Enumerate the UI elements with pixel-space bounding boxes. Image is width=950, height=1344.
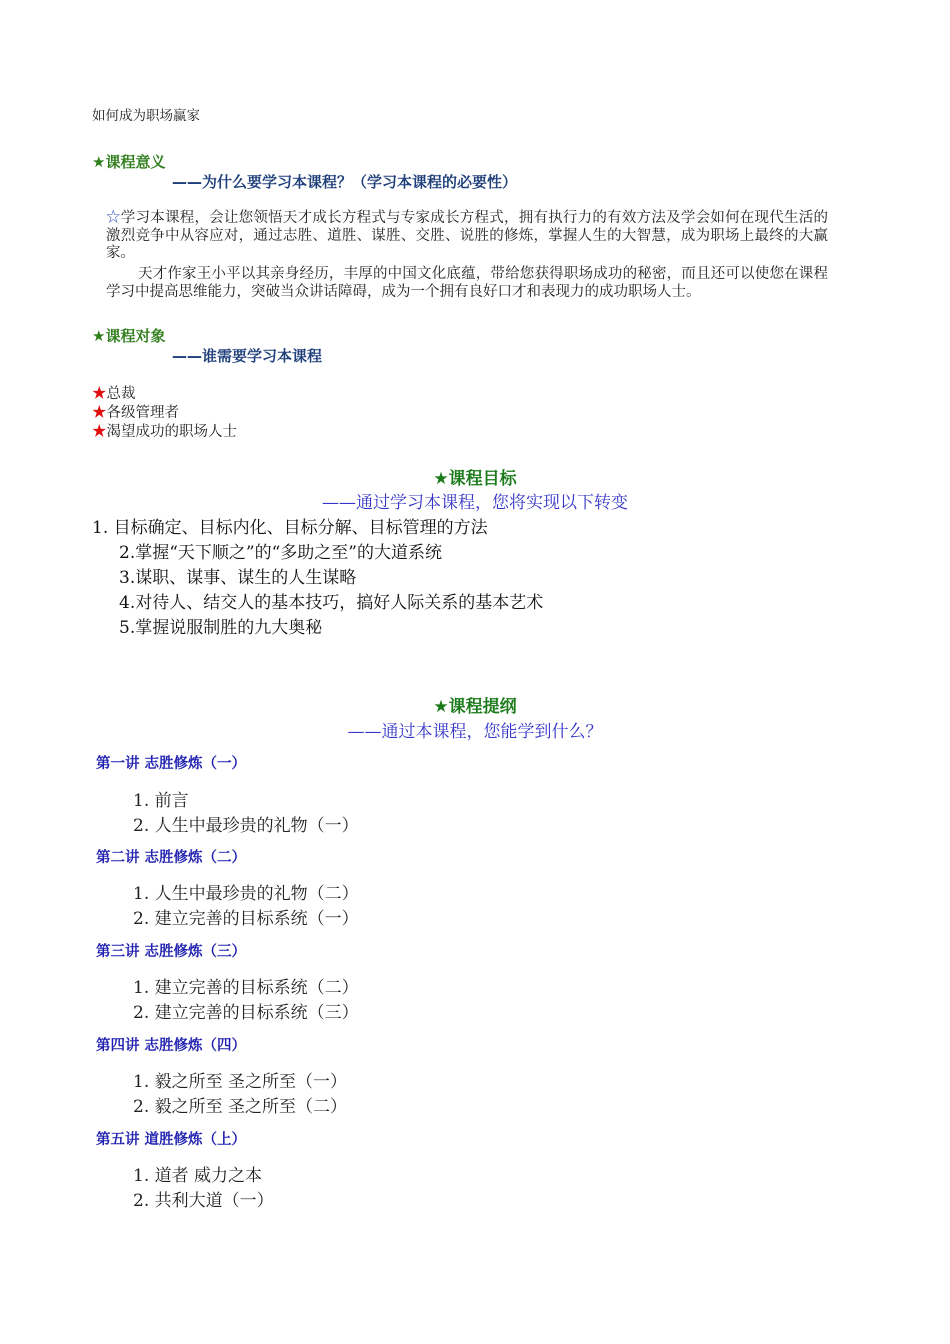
audience-subheading: ——谁需要学习本课程	[172, 347, 323, 365]
audience-item: ★各级管理者	[92, 405, 179, 421]
lecture-item: 1. 人生中最珍贵的礼物（二）	[133, 884, 359, 904]
lecture-item: 2. 人生中最珍贵的礼物（一）	[133, 816, 359, 836]
lecture-item: 2. 建立完善的目标系统（一）	[133, 909, 359, 929]
lecture-title: 第三讲 志胜修炼（三）	[96, 944, 247, 960]
red-star-icon: ★	[92, 386, 107, 402]
audience-item: ★总裁	[92, 386, 136, 402]
red-star-icon: ★	[92, 424, 107, 440]
lecture-item: 1. 前言	[133, 791, 189, 811]
lecture-item: 1. 毅之所至 圣之所至（一）	[133, 1072, 348, 1092]
meaning-subheading: ——为什么要学习本课程？（学习本课程的必要性）	[172, 173, 518, 191]
meaning-paragraph-2: 天才作家王小平以其亲身经历，丰厚的中国文化底蕴，带给您获得职场成功的秘密，而且还可以使您在课程学习中提高思维能力，突破当众讲话障碍，成为一个拥有良好口才和表现力的成功职场人士。	[106, 266, 828, 300]
lecture-item: 2. 毅之所至 圣之所至（二）	[133, 1097, 348, 1117]
goal-item: 1. 目标确定、目标内化、目标分解、目标管理的方法	[92, 518, 488, 538]
document-title: 如何成为职场赢家	[92, 108, 200, 124]
lecture-item: 1. 道者 威力之本	[133, 1166, 263, 1186]
meaning-heading: ★课程意义	[92, 153, 166, 171]
lecture-item: 1. 建立完善的目标系统（二）	[133, 978, 359, 998]
goal-item: 5.掌握说服制胜的九大奥秘	[119, 618, 323, 638]
outline-subheading: ——通过本课程，您能学到什么？	[347, 722, 603, 742]
outline-heading: ★课程提纲	[433, 697, 517, 717]
goal-item: 2.掌握“天下顺之”的“多助之至”的大道系统	[119, 543, 442, 563]
red-star-icon: ★	[92, 405, 107, 421]
lecture-title: 第二讲 志胜修炼（二）	[96, 850, 247, 866]
audience-item: ★渴望成功的职场人士	[92, 424, 237, 440]
goals-heading: ★课程目标	[433, 469, 517, 489]
meaning-paragraph-1-text: 学习本课程，会让您领悟天才成长方程式与专家成长方程式，拥有执行力的有效方法及学会如何在现代生活的激烈竞争中从容应对，通过志胜、道胜、谋胜、交胜、说胜的修炼，掌握人生的大智慧，成为职场上最终的大赢家。	[106, 210, 829, 261]
lecture-title: 第一讲 志胜修炼（一）	[96, 756, 247, 772]
meaning-paragraph-1	[106, 210, 828, 263]
audience-heading: ★课程对象	[92, 327, 166, 345]
white-star-icon: ☆	[106, 210, 121, 226]
goals-subheading: ——通过学习本课程，您将实现以下转变	[322, 493, 628, 513]
lecture-title: 第五讲 道胜修炼（上）	[96, 1132, 247, 1148]
lecture-title: 第四讲 志胜修炼（四）	[96, 1038, 247, 1054]
goal-item: 3.谋职、谋事、谋生的人生谋略	[119, 568, 357, 588]
lecture-item: 2. 共利大道（一）	[133, 1191, 274, 1211]
lecture-item: 2. 建立完善的目标系统（三）	[133, 1003, 359, 1023]
goal-item: 4.对待人、结交人的基本技巧，搞好人际关系的基本艺术	[119, 593, 544, 613]
